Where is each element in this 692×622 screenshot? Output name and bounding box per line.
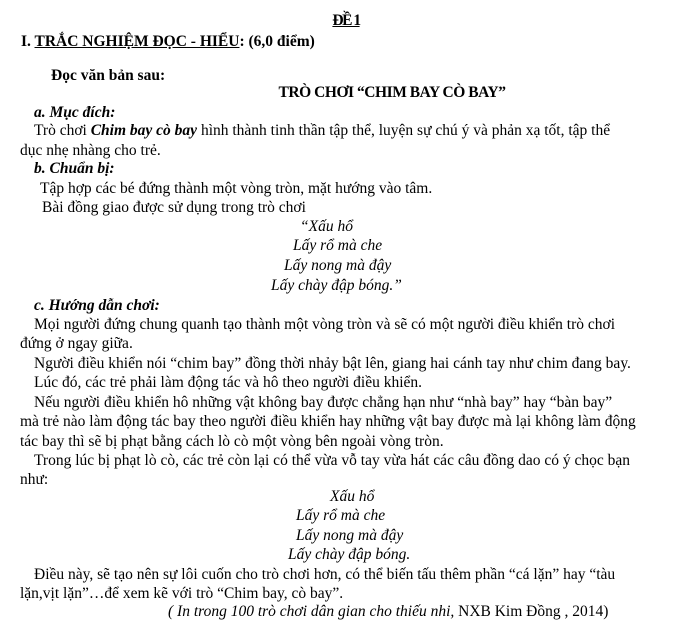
- purpose-text-pre: Trò chơi: [34, 122, 91, 139]
- prep-heading: b. Chuẩn bị:: [34, 160, 115, 177]
- prep-line-2: Bài đồng giao được sử dụng trong trò chơi: [42, 199, 306, 216]
- section-score: : (6,0 điểm): [239, 33, 315, 50]
- closing-line: Điều này, sẽ tạo nên sự lôi cuốn cho trò chơi hơn, có thể biến tấu thêm phần “cá lặn” hay “tàu: [34, 566, 616, 583]
- section-prefix: I.: [21, 33, 35, 50]
- closing-line: lặn,vịt lặn”…để xem kẽ với trò “Chim bay, cò bay”.: [20, 585, 344, 602]
- poem1-line: Lấy rổ mà che: [293, 237, 383, 254]
- purpose-heading: a. Mục đích:: [34, 104, 116, 121]
- guide-line: Trong lúc bị phạt lò cò, các trẻ còn lại có thể vừa vỗ tay vừa hát các câu đồng dao có ý chọc bạn: [34, 452, 630, 469]
- poem2-line: Lấy chày đập bóng.: [288, 546, 411, 563]
- guide-line: Mọi người đứng chung quanh tạo thành một vòng tròn và sẽ có một người điều khiển trò chơi: [34, 316, 616, 333]
- read-instruction: Đọc văn bản sau:: [51, 67, 166, 84]
- source-citation: [168, 602, 608, 622]
- poem1-line: Lấy chày đập bóng.”: [271, 277, 402, 294]
- exam-code-label: ĐỀ 1: [332, 12, 360, 29]
- poem2-line: Lấy rổ mà che: [296, 507, 386, 524]
- guide-line: tác bay thì sẽ bị phạt bằng cách lò cò một vòng bên ngoài vòng tròn.: [20, 433, 444, 450]
- guide-line: Nếu người điều khiển hô những vật không bay được chẳng hạn như “nhà bay” hay “bàn bay”: [34, 394, 613, 411]
- poem1-line: Lấy nong mà đậy: [284, 257, 392, 274]
- poem2-line: Lấy nong mà đậy: [296, 527, 404, 544]
- source-prefix: ( In trong: [168, 603, 231, 620]
- guide-line: Người điều khiển nói “chim bay” đồng thời nhảy bật lên, giang hai cánh tay như chim đang bay.: [34, 355, 631, 372]
- exam-code: [0, 11, 692, 31]
- guide-line: đứng ở ngay giữa.: [20, 335, 133, 352]
- section-title: TRẮC NGHIỆM ĐỌC - HIỂU: [34, 33, 240, 50]
- purpose-text-post: hình thành tinh thần tập thể, luyện sự chú ý và phản xạ tốt, tập thể: [197, 122, 611, 139]
- poem2-line: Xấu hổ: [330, 488, 375, 505]
- purpose-line-2: dục nhẹ nhàng cho trẻ.: [20, 142, 161, 159]
- source-book-title: 100 trò chơi dân gian cho thiếu nhi,: [230, 603, 455, 620]
- purpose-line-1: [34, 121, 610, 141]
- section-heading: [21, 32, 315, 52]
- guide-line: mà trẻ nào làm động tác bay theo người điều khiển hay những vật bay được mà lại không làm động: [20, 413, 636, 430]
- prep-line-1: Tập hợp các bé đứng thành một vòng tròn, mặt hướng vào tâm.: [40, 180, 433, 197]
- article-title: TRÒ CHƠI “CHIM BAY CÒ BAY”: [278, 84, 506, 101]
- poem1-line: “Xấu hổ: [300, 218, 353, 235]
- guide-heading: c. Hướng dẫn chơi:: [34, 297, 160, 314]
- source-publisher: NXB Kim Đồng , 2014): [454, 603, 609, 620]
- guide-line: Lúc đó, các trẻ phải làm động tác và hô theo người điều khiển.: [34, 374, 423, 391]
- game-name-emphasis: Chim bay cò bay: [90, 122, 198, 139]
- guide-line: như:: [20, 471, 49, 488]
